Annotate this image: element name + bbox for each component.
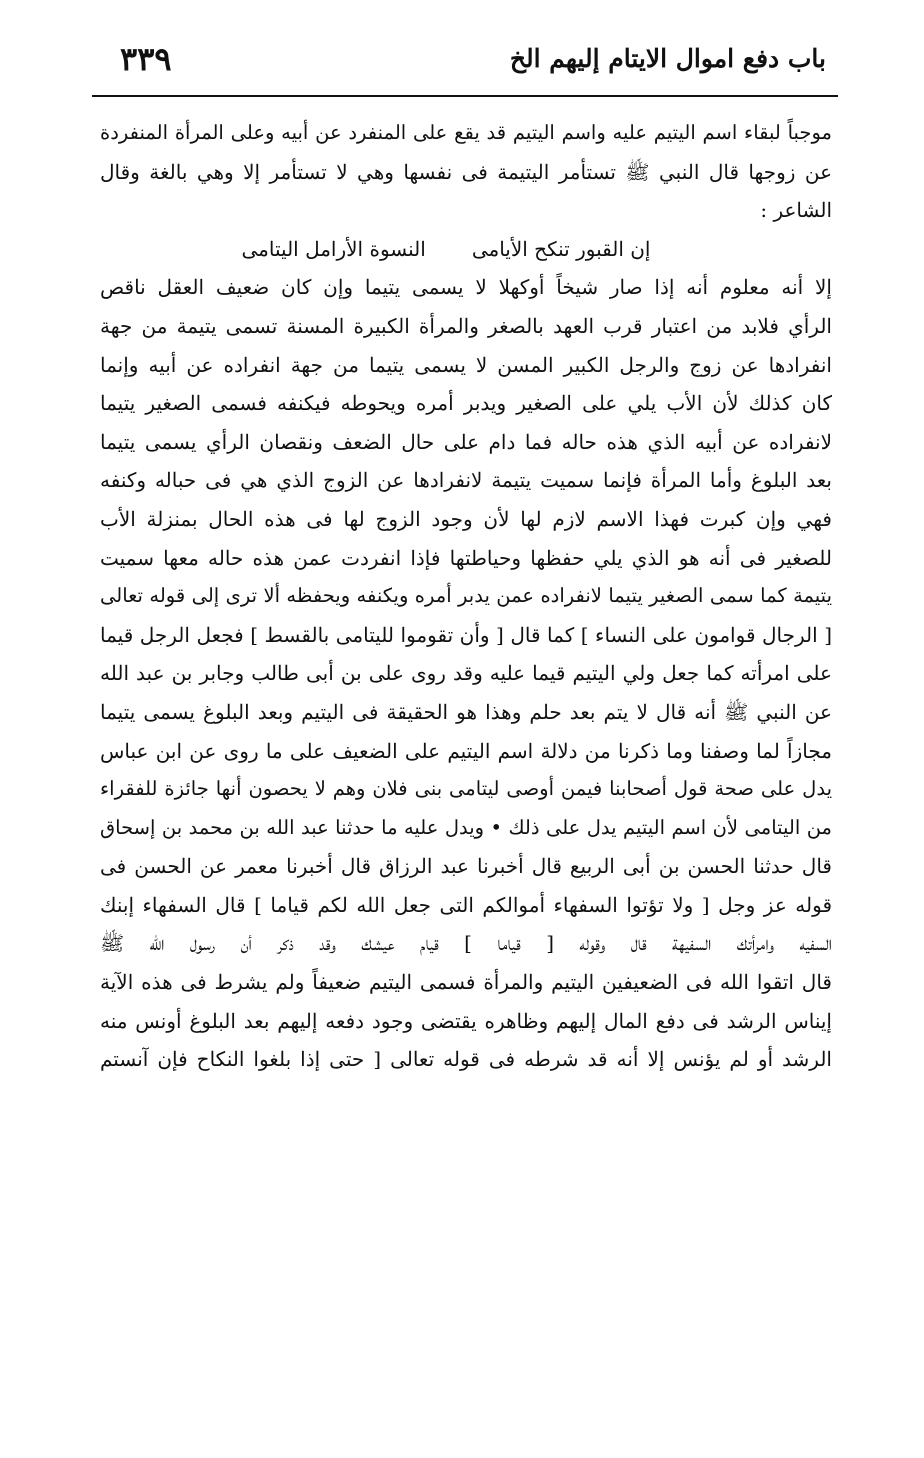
text-line: يتيمة كما سمى الصغير يتيما لانفراده عمن يدبر أمره ويكنفه ويحفظه ألا ترى إلى قوله تعالى	[100, 584, 832, 608]
text-line: السفيه وامرأتك السفيهة قال وقوله [ قياما ] قيام عيشك وقد ذكر أن رسول الله ﷺ	[100, 931, 832, 956]
poetry-verse	[100, 230, 832, 269]
verse-hemistich-second: النسوة الأرامل اليتامى	[241, 236, 426, 261]
text-line: الشاعر :	[760, 198, 832, 223]
text-line: انفرادها عن زوج والرجل الكبير المسن لا يسمى يتيما من جهة انفراده عن أبيه وإنما	[100, 352, 832, 377]
text-line: على امرأته كما جعل ولي اليتيم قيما عليه وقد روى على بن أبى طالب وجابر بن عبد الله	[100, 661, 832, 686]
text-line: الرأي فلابد من اعتبار قرب العهد بالصغر والمرأة الكبيرة المسنة تسمى يتيمة من جهة	[100, 313, 832, 338]
text-line: عن النبي ﷺ أنه قال لا يتم بعد حلم وهذا هو الحقيقة فى اليتيم وبعد البلوغ يسمى يتيما	[100, 699, 832, 724]
text-line: إيناس الرشد فى دفع المال إليهم وظاهره يقتضى وجود دفعه إليهم بعد البلوغ أونس منه	[100, 1008, 832, 1033]
text-line: للصغير فى أنه هو الذي يلي حفظها وحياطتها فإذا انفردت عمن هذه حاله معها سميت	[100, 545, 832, 570]
page-header	[92, 38, 832, 94]
text-line: موجباً لبقاء اسم اليتيم عليه واسم اليتيم قد يقع على المنفرد عن أبيه وعلى المرأة المنفردة	[100, 121, 832, 144]
text-line: [ الرجال قوامون على النساء ] كما قال [ وأن تقوموا لليتامى بالقسط ] فجعل الرجل قيما	[100, 622, 832, 647]
text-line: بعد البلوغ وأما المرأة فإنما سميت يتيمة لانفرادها عن الزوج الذي هي فى حباله وكنفه	[100, 468, 832, 493]
text-line: كان كذلك لأن الأب يلي على الصغير ويدبر أمره ويحوطه فيكنفه فسمى الصغير يتيما	[100, 391, 832, 416]
verse-hemistich-first: إن القبور تنكح الأيامى	[471, 236, 651, 261]
text-line: قوله عز وجل [ ولا تؤتوا السفهاء أموالكم التى جعل الله لكم قياما ] قال السفهاء إبنك	[100, 892, 832, 917]
text-line: من اليتامى لأن اسم اليتيم يدل على ذلك • ويدل عليه ما حدثنا عبد الله بن محمد بن إسحاق	[100, 815, 832, 839]
header-rule	[92, 95, 838, 97]
text-line: قال حدثنا الحسن بن أبى الربيع قال أخبرنا عبد الرزاق قال أخبرنا معمر عن الحسن فى	[100, 854, 832, 879]
text-line: الرشد أو لم يؤنس إلا أنه قد شرطه فى قوله تعالى [ حتى إذا بلغوا النكاح فإن آنستم	[100, 1047, 832, 1072]
text-line: عن زوجها قال النبي ﷺ تستأمر اليتيمة فى نفسها وهي لا تستأمر إلا وهي بالغة وقال	[100, 159, 832, 184]
text-line: يدل على صحة قول أصحابنا فيمن أوصى ليتامى بنى فلان وهم لا يحصون أنها جائزة للفقراء	[100, 777, 832, 801]
text-line: قال اتقوا الله فى الضعيفين اليتيم والمرأة فسمى اليتيم ضعيفاً ولم يشرط فى هذه الآية	[100, 970, 832, 995]
text-line: مجازاً لما وصفنا وما ذكرنا من دلالة اسم اليتيم على الضعيف على ما روى عن ابن عباس	[100, 738, 832, 763]
text-line: لانفراده عن أبيه الذي هذه حاله فما دام على حال الضعف ونقصان الرأي يسمى يتيما	[100, 429, 832, 454]
running-title: باب دفع اموال الايتام إليهم الخ	[509, 44, 826, 73]
text-line: إلا أنه معلوم أنه إذا صار شيخاً أوكهلا لا يسمى يتيما وإن كان ضعيف العقل ناقص	[100, 275, 832, 300]
body-text	[100, 114, 832, 1079]
text-line: فهي وإن كبرت فهذا الاسم لازم لها لأن وجود الزوج لها فى هذه الحال بمنزلة الأب	[100, 506, 832, 531]
page-number: ٣٣٩	[120, 40, 172, 78]
